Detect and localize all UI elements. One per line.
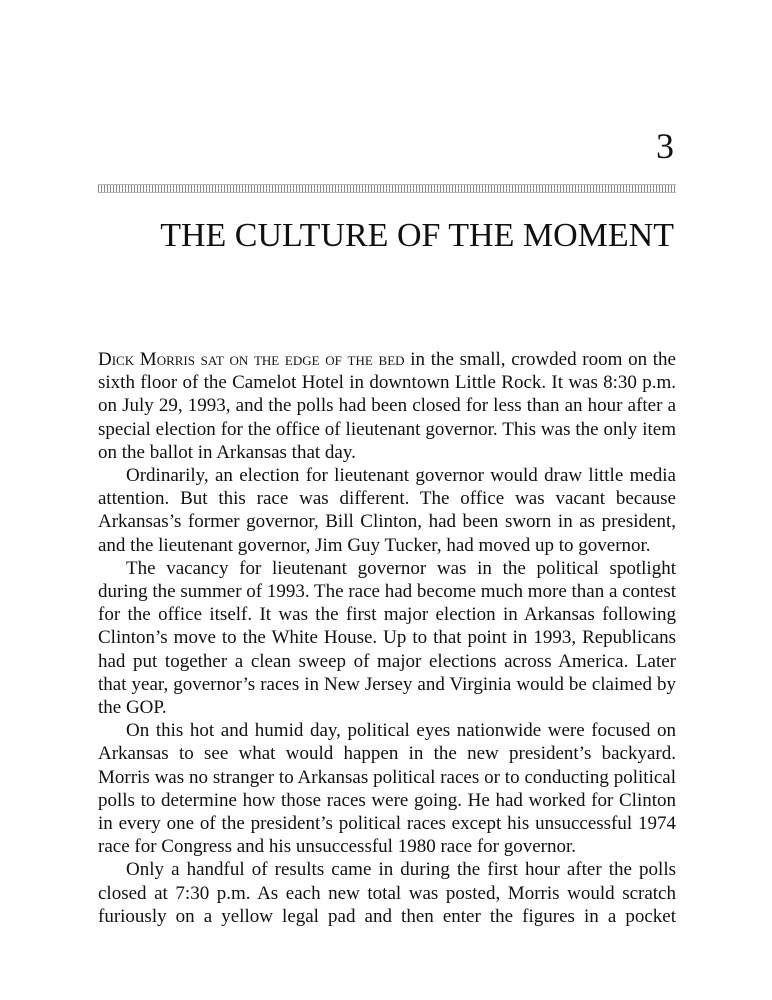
paragraph-1-text: in the small, crowded room on the sixth floor of the Camelot Hotel in downtown Little Rock. It was 8:30 p.m. on July 29, 1993, and the polls had been closed for less than an hour after a special election for the office of lieutenant governor. This was the only item on the ballot in Arkansas that day.: [98, 349, 676, 463]
chapter-body: [98, 348, 676, 928]
paragraph-1: [98, 348, 676, 464]
paragraph-3: The vacancy for lieutenant governor was in the political spotlight during the summer of 1993. The race had become much more than a contest for the office itself. It was the first major election in Arkansas following Clinton’s move to the White House. Up to that point in 1993, Republicans had put together a clean sweep of major elections across America. Later that year, governor’s races in New Jersey and Virginia would be claimed by the GOP.: [98, 557, 676, 719]
decorative-rule: [98, 184, 676, 193]
lead-in-smallcaps: Dick Morris sat on the edge of the bed: [98, 349, 405, 370]
chapter-title: THE CULTURE OF THE MOMENT: [160, 217, 674, 254]
paragraph-5: Only a handful of results came in during the first hour after the polls closed at 7:30 p.m. As each new total was posted, Morris would scratch furiously on a yellow legal pad and then enter the figures in a pocket: [98, 859, 676, 927]
paragraph-4: On this hot and humid day, political eyes nationwide were focused on Arkansas to see what would happen in the new president’s backyard. Morris was no stranger to Arkansas political races or to conducting political polls to determine how those races were going. He had worked for Clinton in every one of the president’s political races except his unsuccessful 1974 race for Congress and his unsuccessful 1980 race for governor.: [98, 720, 676, 858]
paragraph-2: Ordinarily, an election for lieutenant governor would draw little media attention. But this race was different. The office was vacant because Arkansas’s former governor, Bill Clinton, had been sworn in as president, and the lieutenant governor, Jim Guy Tucker, had moved up to governor.: [98, 465, 676, 556]
chapter-number: 3: [656, 126, 674, 166]
